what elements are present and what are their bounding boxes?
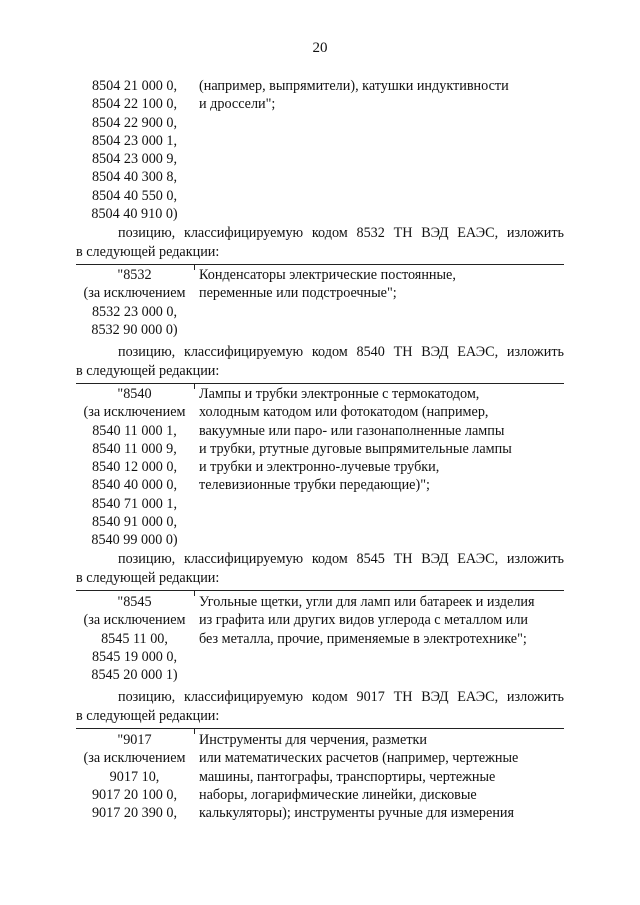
description-line: и дроссели"; bbox=[199, 96, 276, 113]
description-line: калькуляторы); инструменты ручные для измерения bbox=[199, 805, 515, 822]
paragraph-line: позицию, классифицируемую кодом 8545 ТН ВЭД ЕАЭС, изложить bbox=[118, 551, 564, 567]
code-line: 8540 11 000 9, bbox=[92, 440, 177, 457]
paragraph-line: в следующей редакции: bbox=[76, 707, 220, 724]
table-rule bbox=[76, 383, 564, 384]
tariff-entry-8532 bbox=[72, 266, 564, 339]
code-column bbox=[72, 77, 197, 223]
amendment-paragraph-8532 bbox=[76, 224, 564, 262]
code-line: 9017 20 100 0, bbox=[91, 786, 178, 803]
code-line: 9017 20 390 0, bbox=[91, 805, 178, 822]
code-line: "8532 bbox=[117, 267, 152, 283]
description-line: машины, пантографы, транспортиры, чертежные bbox=[199, 768, 496, 785]
code-line: 8504 40 300 8, bbox=[91, 169, 178, 186]
amendment-paragraph-8540 bbox=[76, 343, 564, 381]
code-column bbox=[72, 593, 197, 684]
code-line: "8540 bbox=[117, 386, 152, 402]
description-line: и трубки и электронно-лучевые трубки, bbox=[199, 459, 440, 476]
description-line: без металла, прочие, применяемые в электротехнике"; bbox=[199, 630, 527, 647]
tariff-entry-8504 bbox=[72, 77, 564, 223]
description-column bbox=[197, 385, 564, 550]
code-line: (за исключением bbox=[83, 285, 186, 302]
amendment-paragraph-9017 bbox=[76, 688, 564, 726]
description-line: холодным катодом или фотокатодом (например, bbox=[199, 404, 489, 421]
table-rule bbox=[76, 590, 564, 591]
code-column bbox=[72, 731, 197, 822]
description-line: телевизионные трубки передающие)"; bbox=[199, 477, 430, 494]
code-line: 8504 23 000 1, bbox=[91, 132, 178, 149]
paragraph-line: позицию, классифицируемую кодом 8540 ТН ВЭД ЕАЭС, изложить bbox=[118, 344, 564, 360]
code-line: 8540 12 000 0, bbox=[91, 459, 178, 476]
code-line: 8504 40 910 0) bbox=[91, 206, 178, 223]
page-number: 20 bbox=[312, 40, 328, 56]
code-line: 8504 40 550 0, bbox=[91, 187, 178, 204]
table-rule bbox=[76, 728, 564, 729]
description-line: переменные или подстроечные"; bbox=[199, 285, 397, 302]
code-line: (за исключением bbox=[83, 612, 186, 629]
description-line: (например, выпрямители), катушки индуктивности bbox=[199, 78, 509, 94]
code-line: 8540 99 000 0) bbox=[91, 532, 178, 549]
description-line: наборы, логарифмические линейки, дисковые bbox=[199, 786, 477, 803]
code-line: 8540 71 000 1, bbox=[91, 495, 178, 512]
code-line: 8504 22 900 0, bbox=[91, 114, 178, 131]
code-line: 8545 19 000 0, bbox=[91, 648, 178, 665]
paragraph-line: позицию, классифицируемую кодом 8532 ТН ВЭД ЕАЭС, изложить bbox=[118, 225, 564, 241]
code-line: "8545 bbox=[117, 594, 152, 610]
code-line: 8532 23 000 0, bbox=[91, 303, 178, 320]
code-line: "9017 bbox=[117, 732, 152, 748]
code-line: 8545 11 00, bbox=[101, 630, 168, 647]
code-column bbox=[72, 266, 197, 339]
code-line: 8540 91 000 0, bbox=[91, 514, 178, 531]
paragraph-line: позицию, классифицируемую кодом 9017 ТН ВЭД ЕАЭС, изложить bbox=[118, 689, 564, 705]
description-column bbox=[197, 77, 564, 223]
description-column bbox=[197, 266, 564, 339]
description-column bbox=[197, 731, 564, 822]
description-line: или математических расчетов (например, чертежные bbox=[199, 750, 519, 767]
code-line: 8545 20 000 1) bbox=[91, 667, 178, 684]
code-line: 8540 11 000 1, bbox=[92, 422, 177, 439]
paragraph-line: в следующей редакции: bbox=[76, 569, 220, 586]
tariff-entry-8540 bbox=[72, 385, 564, 550]
tariff-entry-8545 bbox=[72, 593, 564, 684]
table-rule bbox=[76, 264, 564, 265]
description-line: и трубки, ртутные дуговые выпрямительные лампы bbox=[199, 440, 512, 457]
tariff-entry-9017 bbox=[72, 731, 564, 822]
code-line: (за исключением bbox=[83, 404, 186, 421]
paragraph-line: в следующей редакции: bbox=[76, 243, 220, 260]
description-line: из графита или других видов углерода с металлом или bbox=[199, 612, 528, 629]
description-line: Конденсаторы электрические постоянные, bbox=[199, 267, 456, 283]
paragraph-line: в следующей редакции: bbox=[76, 362, 220, 379]
code-line: 8504 22 100 0, bbox=[91, 96, 178, 113]
description-line: Лампы и трубки электронные с термокатодом, bbox=[199, 386, 480, 402]
description-line: Угольные щетки, угли для ламп или батареек и изделия bbox=[199, 594, 535, 610]
description-line: Инструменты для черчения, разметки bbox=[199, 732, 428, 748]
description-line: вакуумные или паро- или газонаполненные лампы bbox=[199, 422, 505, 439]
code-line: (за исключением bbox=[83, 750, 186, 767]
code-line: 8504 21 000 0, bbox=[91, 78, 178, 94]
description-column bbox=[197, 593, 564, 684]
code-column bbox=[72, 385, 197, 550]
amendment-paragraph-8545 bbox=[76, 550, 564, 588]
code-line: 9017 10, bbox=[109, 768, 160, 785]
code-line: 8540 40 000 0, bbox=[91, 477, 178, 494]
code-line: 8504 23 000 9, bbox=[91, 151, 178, 168]
code-line: 8532 90 000 0) bbox=[91, 321, 178, 338]
